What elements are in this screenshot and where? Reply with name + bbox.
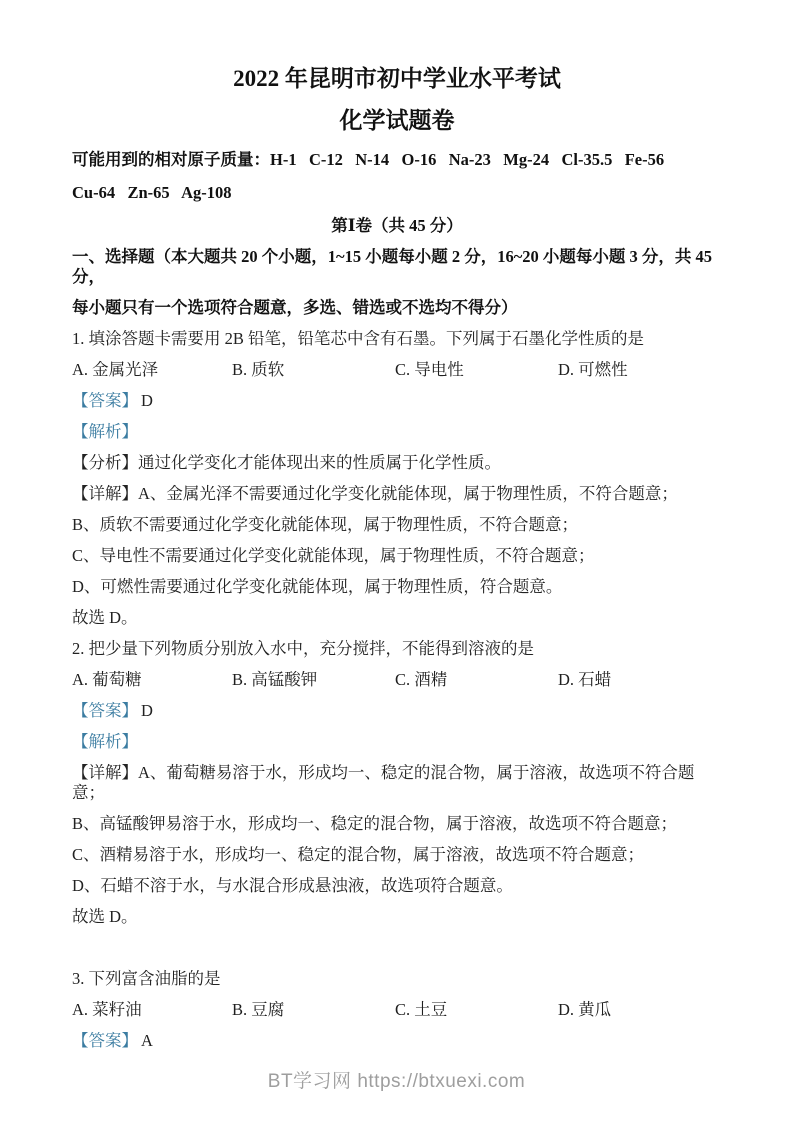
section-heading: 第Ⅰ卷（共 45 分） (331, 216, 463, 235)
answer-label: 【答案】 (72, 1031, 138, 1050)
question-1-options (72, 360, 722, 380)
analysis-label: 【解析】 (72, 422, 138, 441)
question-3-answer-line (72, 1031, 722, 1051)
question-2-answer-line (72, 701, 722, 721)
answer-label: 【答案】 (72, 391, 138, 410)
question-1-explain-line: C、导电性不需要通过化学变化就能体现，属于物理性质，不符合题意； (72, 546, 595, 565)
atomic-masses-line1: 可能用到的相对原子质量：H-1 C-12 N-14 O-16 Na-23 Mg-24 Cl-35.5 Fe-56 (72, 150, 665, 169)
question-1-answer-line (72, 391, 722, 411)
question-2-explain-line: B、高锰酸钾易溶于水，形成均一、稳定的混合物，属于溶液，故选项不符合题意； (72, 814, 678, 833)
exam-subtitle: 化学试题卷 (339, 108, 455, 133)
question-1-option-b: B. 质软 (232, 360, 285, 379)
question-2-option-d: D. 石蜡 (558, 670, 612, 689)
question-2-option-b: B. 高锰酸钾 (232, 670, 318, 689)
question-1-option-d: D. 可燃性 (558, 360, 628, 379)
question-3-option-c: C. 土豆 (395, 1000, 448, 1019)
question-2-explain-line: 【详解】A、葡萄糖易溶于水，形成均一、稳定的混合物，属于溶液，故选项不符合题意； (72, 763, 695, 802)
question-2-stem: 2. 把少量下列物质分别放入水中，充分搅拌，不能得到溶液的是 (72, 639, 534, 658)
question-3-options (72, 1000, 722, 1020)
question-1-option-c: C. 导电性 (395, 360, 464, 379)
answer-label: 【答案】 (72, 701, 138, 720)
question-1-conclusion: 故选 D。 (72, 608, 138, 627)
answer-value: D (141, 391, 153, 410)
question-2-explain-line: D、石蜡不溶于水，与水混合形成悬浊液，故选项符合题意。 (72, 876, 513, 895)
question-1-analysis-heading (72, 422, 722, 442)
answer-value: D (141, 701, 153, 720)
question-1-explain-line: 【分析】通过化学变化才能体现出来的性质属于化学性质。 (72, 453, 501, 472)
section-intro-line1: 一、选择题（本大题共 20 个小题，1~15 小题每小题 2 分，16~20 小题每小题 3 分，共 45 分， (72, 247, 717, 286)
question-1-option-a: A. 金属光泽 (72, 360, 159, 379)
answer-value: A (141, 1031, 153, 1050)
footer-site-credit: BT学习网 https://btxuexi.com (267, 1071, 526, 1092)
section-intro-line2: 每小题只有一个选项符合题意，多选、错选或不选均不得分） (72, 298, 518, 317)
question-3-option-b: B. 豆腐 (232, 1000, 285, 1019)
question-1-explain-line: 【详解】A、金属光泽不需要通过化学变化就能体现，属于物理性质，不符合题意； (72, 484, 678, 503)
question-2-options (72, 670, 722, 690)
exam-title: 2022 年昆明市初中学业水平考试 (233, 66, 561, 91)
question-2-explain-line: C、酒精易溶于水，形成均一、稳定的混合物，属于溶液，故选项不符合题意； (72, 845, 645, 864)
question-2-conclusion: 故选 D。 (72, 907, 138, 926)
blank-line (72, 938, 722, 969)
question-2-option-a: A. 葡萄糖 (72, 670, 142, 689)
question-2-option-c: C. 酒精 (395, 670, 448, 689)
question-2-analysis-heading (72, 732, 722, 752)
analysis-label: 【解析】 (72, 732, 138, 751)
atomic-masses-line2: Cu-64 Zn-65 Ag-108 (72, 183, 232, 202)
question-3-option-d: D. 黄瓜 (558, 1000, 612, 1019)
question-3-option-a: A. 菜籽油 (72, 1000, 142, 1019)
question-3-stem: 3. 下列富含油脂的是 (72, 969, 221, 988)
question-1-stem: 1. 填涂答题卡需要用 2B 铅笔，铅笔芯中含有石墨。下列属于石墨化学性质的是 (72, 329, 645, 348)
question-1-explain-line: D、可燃性需要通过化学变化就能体现，属于物理性质，符合题意。 (72, 577, 563, 596)
question-1-explain-line: B、质软不需要通过化学变化就能体现，属于物理性质，不符合题意； (72, 515, 579, 534)
